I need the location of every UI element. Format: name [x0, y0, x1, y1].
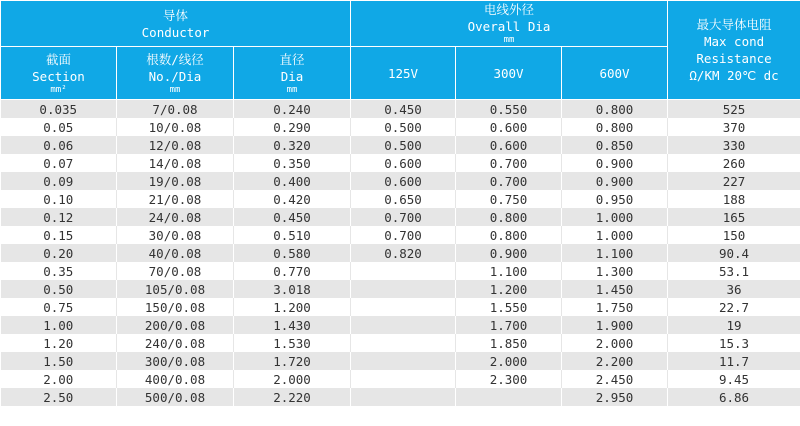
- voltage-300v-header: 300V: [456, 47, 562, 100]
- cell-dia: 2.220: [234, 388, 351, 406]
- conductor-header-en: Conductor: [141, 24, 210, 40]
- overall-dia-header-en: Overall Dia: [467, 19, 551, 34]
- cell-300v: 0.550: [456, 100, 562, 119]
- strands-header-cn: 根数/线径: [146, 51, 204, 67]
- cell-section: 1.00: [1, 316, 117, 334]
- cell-600v: 0.900: [562, 154, 668, 172]
- table-row: [1, 262, 800, 280]
- cell-300v: 2.000: [456, 352, 562, 370]
- cell-dia: 1.530: [234, 334, 351, 352]
- cell-strands: 24/0.08: [117, 208, 234, 226]
- cell-dia: 0.240: [234, 100, 351, 119]
- cell-resistance: 22.7: [668, 298, 800, 316]
- table-row: [1, 370, 800, 388]
- cell-600v: 2.450: [562, 370, 668, 388]
- cell-125v: 0.500: [351, 136, 456, 154]
- cell-section: 2.00: [1, 370, 117, 388]
- cell-section: 1.20: [1, 334, 117, 352]
- cell-125v: [351, 370, 456, 388]
- cell-125v: [351, 334, 456, 352]
- cell-strands: 7/0.08: [117, 100, 234, 119]
- table-row: [1, 316, 800, 334]
- voltage-600v-header: 600V: [562, 47, 668, 100]
- cell-300v: 1.100: [456, 262, 562, 280]
- resistance-unit: Ω/KM 20℃ dc: [689, 68, 779, 83]
- cell-dia: 0.420: [234, 190, 351, 208]
- cell-section: 0.20: [1, 244, 117, 262]
- cell-300v: 1.200: [456, 280, 562, 298]
- cell-600v: 1.450: [562, 280, 668, 298]
- cell-resistance: 90.4: [668, 244, 800, 262]
- table-row: [1, 280, 800, 298]
- cell-section: 0.35: [1, 262, 117, 280]
- cell-125v: 0.450: [351, 100, 456, 119]
- cell-125v: 0.500: [351, 118, 456, 136]
- cell-125v: [351, 298, 456, 316]
- cell-section: 2.50: [1, 388, 117, 406]
- cell-resistance: 150: [668, 226, 800, 244]
- cell-strands: 105/0.08: [117, 280, 234, 298]
- cell-600v: 2.000: [562, 334, 668, 352]
- table-row: [1, 208, 800, 226]
- cell-dia: 1.720: [234, 352, 351, 370]
- dia-header-en: Dia: [280, 68, 304, 84]
- table-body: [1, 100, 800, 407]
- cell-resistance: 15.3: [668, 334, 800, 352]
- cell-300v: 0.700: [456, 172, 562, 190]
- cell-300v: 0.700: [456, 154, 562, 172]
- cell-section: 0.15: [1, 226, 117, 244]
- cell-section: 1.50: [1, 352, 117, 370]
- cell-resistance: 6.86: [668, 388, 800, 406]
- cell-strands: 70/0.08: [117, 262, 234, 280]
- cell-125v: [351, 388, 456, 406]
- table-row: [1, 388, 800, 406]
- cell-resistance: 370: [668, 118, 800, 136]
- cell-strands: 500/0.08: [117, 388, 234, 406]
- cell-resistance: 330: [668, 136, 800, 154]
- resistance-header-en2: Resistance: [696, 51, 772, 66]
- cell-strands: 40/0.08: [117, 244, 234, 262]
- dia-header: [234, 47, 351, 100]
- resistance-header-en1: Max cond: [703, 34, 765, 49]
- overall-dia-unit: mm: [503, 35, 515, 45]
- cell-dia: 0.290: [234, 118, 351, 136]
- cell-strands: 10/0.08: [117, 118, 234, 136]
- cell-300v: 1.550: [456, 298, 562, 316]
- cell-125v: [351, 316, 456, 334]
- cell-dia: 0.450: [234, 208, 351, 226]
- cell-600v: 1.300: [562, 262, 668, 280]
- cell-resistance: 19: [668, 316, 800, 334]
- table-row: [1, 226, 800, 244]
- table-row: [1, 136, 800, 154]
- cell-600v: 0.850: [562, 136, 668, 154]
- cell-600v: 0.900: [562, 172, 668, 190]
- cell-resistance: 227: [668, 172, 800, 190]
- table-row: [1, 100, 800, 119]
- cell-dia: 1.430: [234, 316, 351, 334]
- cell-strands: 300/0.08: [117, 352, 234, 370]
- cell-section: 0.06: [1, 136, 117, 154]
- cell-dia: 0.400: [234, 172, 351, 190]
- cell-strands: 21/0.08: [117, 190, 234, 208]
- cell-strands: 14/0.08: [117, 154, 234, 172]
- conductor-header-cn: 导体: [163, 7, 189, 23]
- cell-600v: 2.200: [562, 352, 668, 370]
- cell-600v: 0.800: [562, 118, 668, 136]
- section-header-cn: 截面: [45, 51, 71, 67]
- cell-600v: 1.750: [562, 298, 668, 316]
- cell-section: 0.50: [1, 280, 117, 298]
- cell-300v: 1.700: [456, 316, 562, 334]
- cell-125v: [351, 352, 456, 370]
- cell-125v: 0.600: [351, 154, 456, 172]
- resistance-header: [668, 1, 800, 100]
- cell-600v: 1.000: [562, 226, 668, 244]
- cell-strands: 12/0.08: [117, 136, 234, 154]
- cell-125v: [351, 280, 456, 298]
- cell-dia: 3.018: [234, 280, 351, 298]
- cell-section: 0.035: [1, 100, 117, 119]
- cell-resistance: 525: [668, 100, 800, 119]
- cell-300v: 0.800: [456, 226, 562, 244]
- cell-section: 0.12: [1, 208, 117, 226]
- cell-resistance: 165: [668, 208, 800, 226]
- voltage-125v-header: 125V: [351, 47, 456, 100]
- cell-125v: 0.600: [351, 172, 456, 190]
- cell-section: 0.09: [1, 172, 117, 190]
- table-row: [1, 298, 800, 316]
- cell-section: 0.07: [1, 154, 117, 172]
- table-row: [1, 118, 800, 136]
- cell-section: 0.75: [1, 298, 117, 316]
- strands-header: [117, 47, 234, 100]
- cell-dia: 0.510: [234, 226, 351, 244]
- cell-strands: 19/0.08: [117, 172, 234, 190]
- cell-600v: 1.900: [562, 316, 668, 334]
- cell-dia: 2.000: [234, 370, 351, 388]
- table-row: [1, 190, 800, 208]
- cell-300v: [456, 388, 562, 406]
- cell-dia: 0.350: [234, 154, 351, 172]
- section-unit: mm²: [50, 84, 67, 95]
- overall-dia-header: [351, 1, 668, 47]
- table-row: [1, 172, 800, 190]
- cell-strands: 240/0.08: [117, 334, 234, 352]
- dia-header-cn: 直径: [279, 51, 305, 67]
- table-row: [1, 154, 800, 172]
- section-header: [1, 47, 117, 100]
- cell-600v: 0.800: [562, 100, 668, 119]
- cell-600v: 2.950: [562, 388, 668, 406]
- resistance-header-cn: 最大导体电阻: [696, 17, 772, 32]
- strands-header-en: No./Dia: [148, 68, 202, 84]
- cell-resistance: 188: [668, 190, 800, 208]
- section-header-en: Section: [32, 68, 85, 84]
- strands-unit: mm: [169, 84, 181, 95]
- cell-600v: 1.000: [562, 208, 668, 226]
- cell-resistance: 11.7: [668, 352, 800, 370]
- cell-300v: 0.600: [456, 136, 562, 154]
- cell-resistance: 260: [668, 154, 800, 172]
- cell-dia: 1.200: [234, 298, 351, 316]
- cell-125v: 0.820: [351, 244, 456, 262]
- cell-resistance: 9.45: [668, 370, 800, 388]
- conductor-header: [1, 1, 351, 47]
- cell-strands: 400/0.08: [117, 370, 234, 388]
- cell-300v: 0.750: [456, 190, 562, 208]
- cell-dia: 0.580: [234, 244, 351, 262]
- cell-dia: 0.770: [234, 262, 351, 280]
- table-row: [1, 352, 800, 370]
- cell-strands: 30/0.08: [117, 226, 234, 244]
- cell-resistance: 36: [668, 280, 800, 298]
- cell-300v: 0.800: [456, 208, 562, 226]
- cell-600v: 1.100: [562, 244, 668, 262]
- cell-300v: 0.900: [456, 244, 562, 262]
- cell-300v: 2.300: [456, 370, 562, 388]
- overall-dia-header-cn: 电线外径: [484, 2, 535, 17]
- cell-600v: 0.950: [562, 190, 668, 208]
- table-row: [1, 244, 800, 262]
- cell-300v: 1.850: [456, 334, 562, 352]
- cell-dia: 0.320: [234, 136, 351, 154]
- cell-125v: 0.650: [351, 190, 456, 208]
- table-row: [1, 334, 800, 352]
- cell-300v: 0.600: [456, 118, 562, 136]
- dia-unit: mm: [286, 84, 298, 95]
- cell-section: 0.05: [1, 118, 117, 136]
- cell-section: 0.10: [1, 190, 117, 208]
- cell-resistance: 53.1: [668, 262, 800, 280]
- cell-125v: 0.700: [351, 226, 456, 244]
- cell-125v: 0.700: [351, 208, 456, 226]
- cell-125v: [351, 262, 456, 280]
- cell-strands: 150/0.08: [117, 298, 234, 316]
- cell-strands: 200/0.08: [117, 316, 234, 334]
